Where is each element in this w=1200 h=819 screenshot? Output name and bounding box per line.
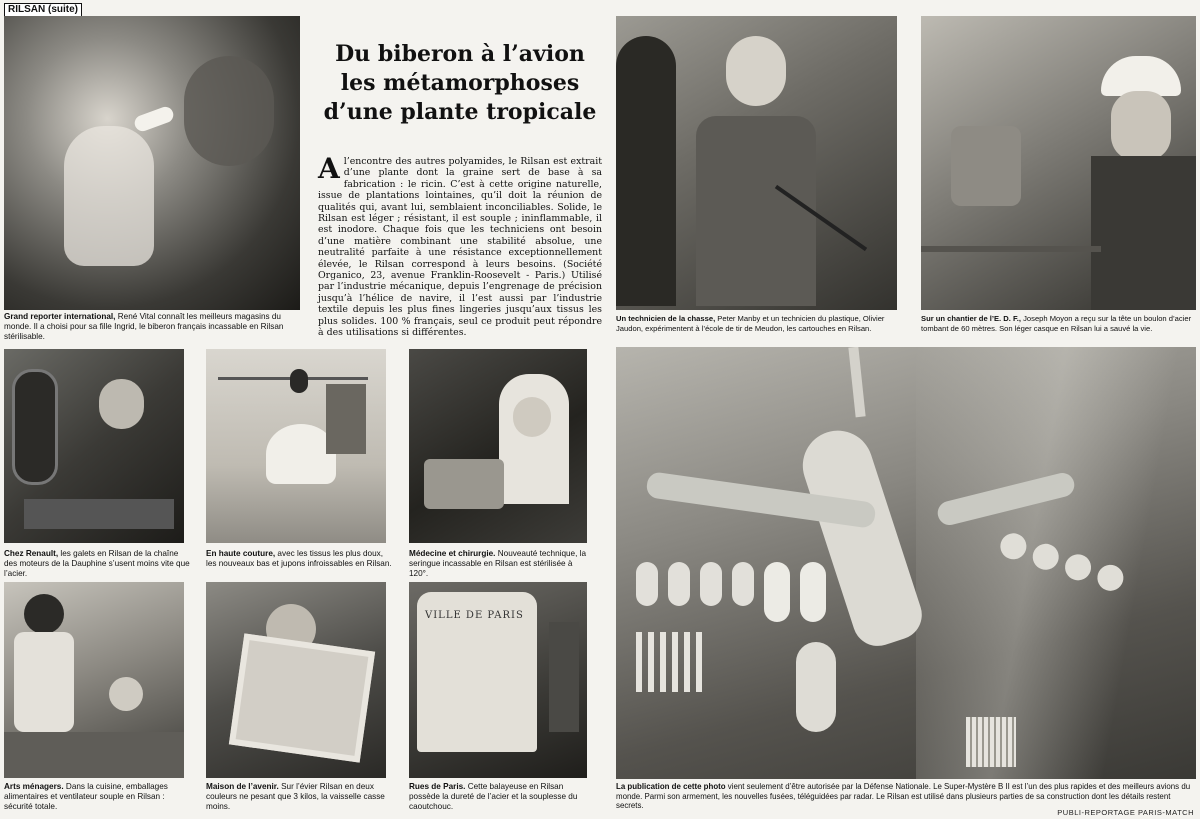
caption-text: René Vital connaît les meilleurs magasins du monde. Il a choisi pour sa fille Ingrid, le biberon français incassable en Rilsan stérilisable.: [4, 312, 284, 341]
photo-chantier-edf: [921, 16, 1196, 310]
caption-text: les galets en Rilsan de la chaîne des moteurs de la Dauphine s’usent moins vite que l’acier.: [4, 549, 190, 578]
caption-text: Dans la cuisine, emballages alimentaires et ventilateur souple en Rilsan : sécurité totale.: [4, 782, 168, 811]
caption-text: Sur l’évier Rilsan en deux couleurs ne pesant que 3 kilos, la vaisselle casse moins.: [206, 782, 385, 811]
photo-super-mystere: [616, 347, 1196, 779]
caption-lead: La publication de cette photo: [616, 782, 726, 791]
caption-lead: En haute couture,: [206, 549, 276, 558]
caption-text: avec les tissus les plus doux, les nouveaux bas et jupons infroissables en Rilsan.: [206, 549, 392, 568]
photo-rues-de-paris: [409, 582, 587, 778]
caption-lead: Grand reporter international,: [4, 312, 116, 321]
caption-super-mystere: [616, 782, 1200, 811]
caption-maison-avenir: [206, 782, 392, 812]
caption-rues-de-paris: [409, 782, 593, 812]
caption-technicien-chasse: [616, 314, 906, 333]
photo-maison-avenir: [206, 582, 386, 778]
photo-technicien-chasse: [616, 16, 897, 310]
caption-lead: Sur un chantier de l’E. D. F.,: [921, 314, 1022, 323]
caption-lead: Arts ménagers.: [4, 782, 64, 791]
headline: Du biberon à l’avion les métamorphoses d’une plante tropicale: [323, 41, 597, 125]
article-text: l’encontre des autres polyamides, le Rilsan est extrait d’une plante dont la graine sert de base à sa fabrication : le ricin. C’est à cette origine naturelle, issue de plantations lointaines, qu’il doit la réunion de qualités qui, avant lui, semblaient inconciliables. Solide, le Rilsan est léger ; résistant, il est souple ; ininflammable, il est inodore. Chaque fois que les techniciens ont besoin d’une matière combinant une stabilité absolue, une neutralité parfaite à une résistance exceptionnellement élevée, le Rilsan correspond à leurs besoins. (Société Organico, 23, avenue Franklin-Roosevelt - Paris.) Utilisé par l’industrie mécanique, depuis l’engrenage de précision jusqu’à l’hélice de navire, il l’est aussi par l’industrie textile depuis les plus fines lingeries jusqu’aux tissus les plus solides. 100 % français, seul ce produit peut répondre à des utilisations si différentes.: [318, 156, 602, 339]
photo-haute-couture: [206, 349, 386, 543]
footer-credit: PUBLI-REPORTAGE PARIS-MATCH: [1057, 808, 1194, 817]
photo-arts-menagers: [4, 582, 184, 778]
caption-text: vient seulement d’être autorisée par la Défense Nationale. Le Super-Mystère B II est l’un des plus rapides et des meilleurs avions du monde. Parmi son armement, les nouvelles fusées, téléguidées par radar. Le Rilsan est utilisé dans plusieurs parties de sa construction dont les détails restent secrets.: [616, 782, 1191, 811]
caption-chantier-edf: [921, 314, 1196, 333]
caption-text: Peter Manby et un technicien du plastique, Olivier Jaudon, expérimentent à l’école de tir de Meudon, les cartouches en Rilsan.: [616, 314, 885, 333]
caption-medecine: [409, 549, 593, 579]
caption-text: Cette balayeuse en Rilsan possède la dureté de l’acier et la souplesse du caoutchouc.: [409, 782, 578, 811]
caption-lead: Un technicien de la chasse,: [616, 314, 716, 323]
caption-text: Nouveauté technique, la seringue incassable en Rilsan est stérilisée à 120°.: [409, 549, 587, 578]
caption-text: Joseph Moyon a reçu sur la tête un boulon d’acier tombant de 60 mètres. Son léger casque en Rilsan lui a sauvé la vie.: [921, 314, 1192, 333]
van-sign: VILLE DE PARIS: [425, 610, 524, 621]
photo-baby-bottle: [4, 16, 300, 310]
caption-lead: Rues de Paris.: [409, 782, 466, 791]
photo-medecine: [409, 349, 587, 543]
drop-cap: A: [318, 152, 340, 185]
article-body: [318, 152, 602, 339]
caption-grand-reporter: [4, 312, 304, 342]
photo-renault: [4, 349, 184, 543]
caption-haute-couture: [206, 549, 392, 569]
caption-arts-menagers: [4, 782, 190, 812]
caption-renault: [4, 549, 190, 579]
caption-lead: Maison de l’avenir.: [206, 782, 279, 791]
caption-lead: Médecine et chirurgie.: [409, 549, 496, 558]
caption-lead: Chez Renault,: [4, 549, 59, 558]
section-tag: RILSAN (suite): [4, 3, 82, 17]
